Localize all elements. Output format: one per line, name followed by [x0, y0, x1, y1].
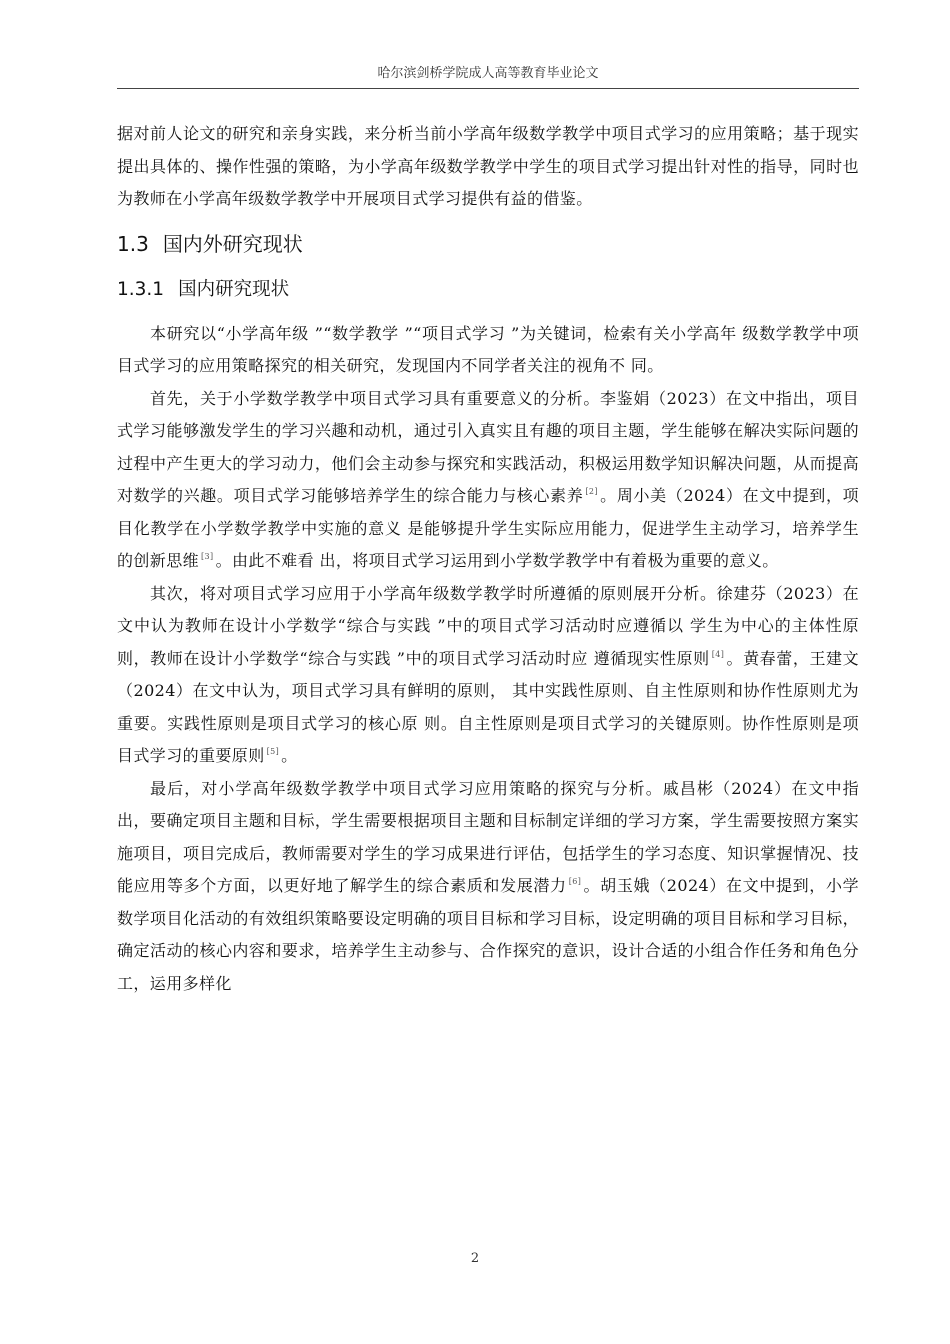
paragraph-strategies [117, 773, 859, 1001]
paragraph-text: 最后，对小学高年级数学教学中项目式学习应用策略的探究与分析。戚昌彬（2024）在文中指出，要确定项目主题和目标，学生需要根据项目主题和目标制定详细的学习方案，学生需要按照方案实施项目，项目完成后，教师需要对学生的学习成果进行评估，包括学生的学习态度、知识掌握情况、技能应用等多个方面，以更好地了解学生的综合素质和发展潜力 [117, 778, 859, 895]
paragraph-significance [117, 383, 859, 578]
paragraph-text: 其次，将对项目式学习应用于小学高年级数学教学时所遵循的原则展开分析。徐建芬（2023）在文中认为教师在设计小学数学“综合与实践 ”中的项目式学习活动时应遵循以 学生为中心的主体性原则，教师在设计小学数学“综合与实践 ”中的项目式学习活动时应 遵循现实性原则 [117, 583, 859, 668]
citation-3: [3] [201, 552, 214, 561]
subsection-title: 国内研究现状 [178, 278, 290, 300]
paragraph-text: 。由此不难看 出，将项目式学习运用到小学数学教学中有着极为重要的意义。 [215, 551, 779, 570]
paragraph-keywords: 本研究以“小学高年级 ”“数学教学 ”“项目式学习 ”为关键词，检索有关小学高年 级数学教学中项目式学习的应用策略探究的相关研究，发现国内不同学者关注的视角不 同。 [117, 323, 859, 375]
header-divider [117, 88, 859, 89]
paragraph-text: 。 [281, 746, 298, 765]
section-number: 1.3 [117, 231, 149, 256]
paragraph-principles [117, 578, 859, 773]
page-number: 2 [470, 1251, 480, 1266]
section-title: 国内外研究现状 [162, 231, 303, 256]
intro-paragraph: 据对前人论文的研究和亲身实践，来分析当前小学高年级数学教学中项目式学习的应用策略；基于现实提出具体的、操作性强的策略，为小学高年级数学教学中学生的项目式学习提出针对性的指导，同时也为教师在小学高年级数学教学中开展项目式学习提供有益的借鉴。 [117, 124, 859, 208]
citation-6: [6] [568, 877, 582, 886]
running-header: 哈尔滨剑桥学院成人高等教育毕业论文 [377, 66, 599, 81]
citation-4: [4] [711, 649, 725, 659]
paragraph-text: 。胡玉娥（2024）在文中提到，小学数学项目化活动的有效组织策略要设定明确的项目目标和学习目标，设定明确的项目目标和学习目标，确定活动的核心内容和要求，培养学生主动参与、合作探究的意识，设计合适的小组合作任务和角色分工，运用多样化 [117, 876, 859, 993]
subsection-heading [117, 268, 859, 312]
paragraph-text: 首先，关于小学数学教学中项目式学习具有重要意义的分析。李鉴娟（2023）在文中指出，项目式学习能够激发学生的学习兴趣和动机，通过引入真实且有趣的项目主题，学生能够在解决实际问题的过程中产生更大的学习动力，他们会主动参与探究和实践活动，积极运用数学知识解决问题，从而提高对数学的兴趣。项目式学习能够培养学生的综合能力与核心素养 [117, 388, 859, 505]
citation-2: [2] [585, 487, 598, 496]
subsection-number: 1.3.1 [117, 278, 165, 300]
paragraph-text: 。周小美（2024）在文中提到，项目化教学在小学数学教学中实施的意义 是能够提升学生实际应用能力，促进学生主动学习，培养学生的创新思维 [117, 486, 859, 570]
citation-5: [5] [266, 747, 280, 756]
page-body [117, 118, 859, 1000]
section-heading [117, 222, 859, 266]
paragraph-text: 。黄春蕾，王建文（2024）在文中认为，项目式学习具有鲜明的原则， 其中实践性原则、自主性原则和协作性原则尤为重要。实践性原则是项目式学习的核心原 则。自主性原则是项目式学习的关键原则。协作性原则是项目式学习的重要原则 [117, 648, 860, 765]
